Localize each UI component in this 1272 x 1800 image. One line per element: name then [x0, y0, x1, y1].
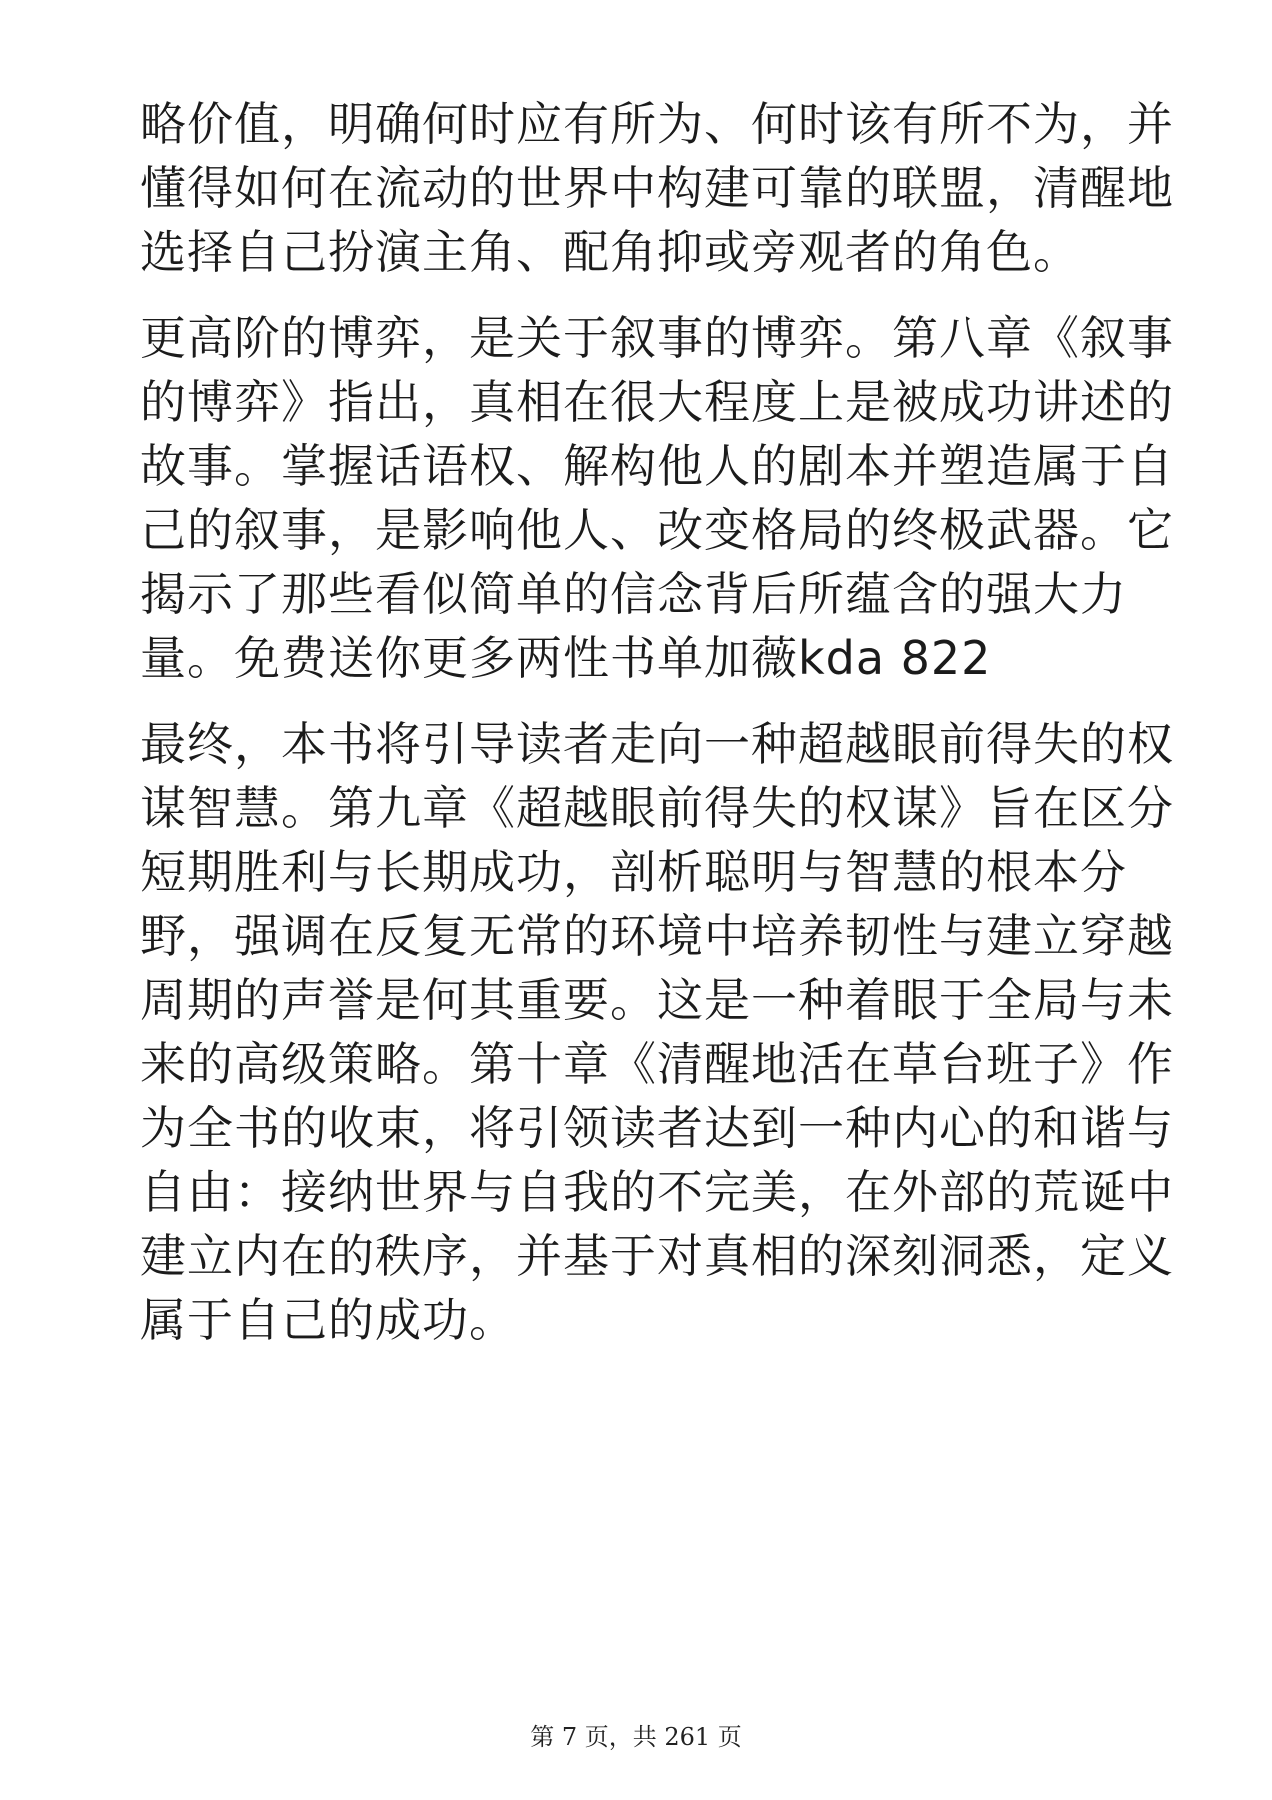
text-line: 建立内在的秩序，并基于对真相的深刻洞悉，定义: [140, 1229, 1174, 1283]
text-line: 自由：接纳世界与自我的不完美，在外部的荒诞中: [140, 1165, 1174, 1219]
body-text: [140, 92, 1174, 1374]
text-line: 量。免费送你更多两性书单加薇kda 822: [140, 631, 992, 685]
paragraph: [140, 306, 1174, 690]
text-line: 为全书的收束，将引领读者达到一种内心的和谐与: [140, 1101, 1174, 1155]
text-line: 属于自己的成功。: [140, 1293, 516, 1347]
text-line: 的博弈》指出，真相在很大程度上是被成功讲述的: [140, 375, 1174, 429]
text-line: 短期胜利与长期成功，剖析聪明与智慧的根本分: [140, 845, 1127, 899]
paragraph: [140, 92, 1174, 284]
text-line: 更高阶的博弈，是关于叙事的博弈。第八章《叙事: [140, 311, 1174, 365]
text-line: 选择自己扮演主角、配角抑或旁观者的角色。: [140, 225, 1080, 279]
page-number: 第 7 页，共 261 页: [530, 1723, 742, 1751]
text-line: 略价值，明确何时应有所为、何时该有所不为，并: [140, 97, 1174, 151]
text-line: 己的叙事，是影响他人、改变格局的终极武器。它: [140, 503, 1174, 557]
text-line: 来的高级策略。第十章《清醒地活在草台班子》作: [140, 1037, 1174, 1091]
text-line: 野，强调在反复无常的环境中培养韧性与建立穿越: [140, 909, 1174, 963]
text-line: 周期的声誉是何其重要。这是一种着眼于全局与未: [140, 973, 1174, 1027]
text-line: 谋智慧。第九章《超越眼前得失的权谋》旨在区分: [140, 781, 1174, 835]
paragraph: [140, 712, 1174, 1352]
text-line: 最终，本书将引导读者走向一种超越眼前得失的权: [140, 717, 1174, 771]
text-line: 故事。掌握话语权、解构他人的剧本并塑造属于自: [140, 439, 1174, 493]
text-line: 懂得如何在流动的世界中构建可靠的联盟，清醒地: [140, 161, 1174, 215]
text-line: 揭示了那些看似简单的信念背后所蕴含的强大力: [140, 567, 1127, 621]
